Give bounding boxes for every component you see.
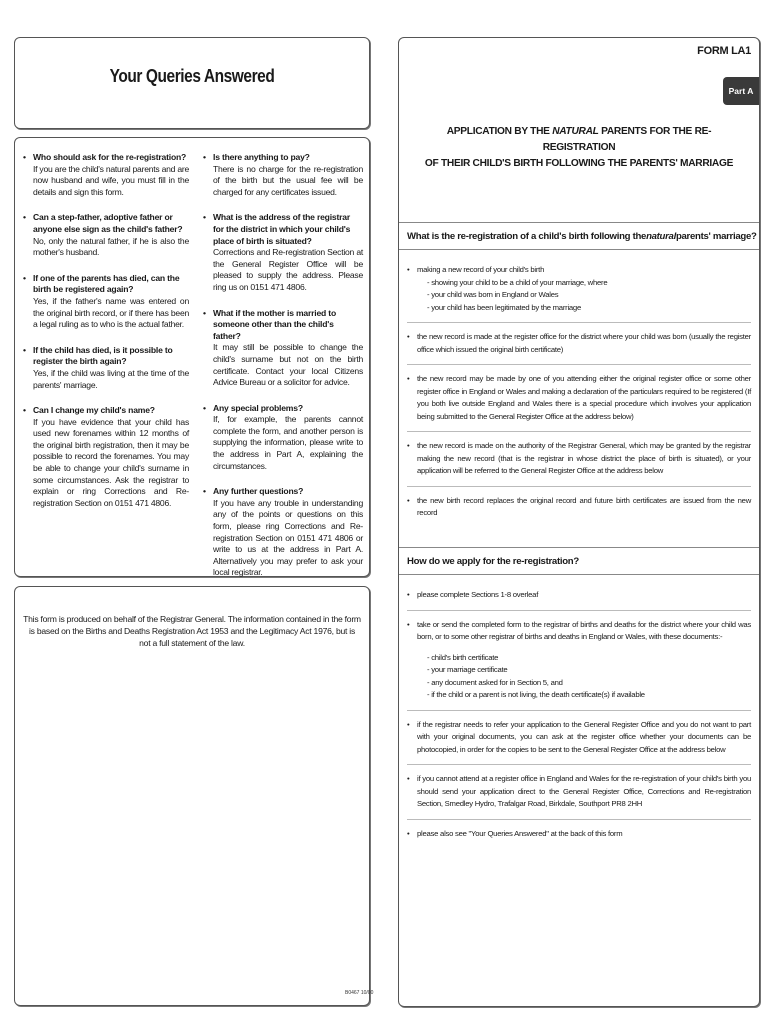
query-answer: If you are the child's natural parents and are now husband and wife, you must fill in the details and sign this form.: [33, 163, 189, 197]
list-item: • the new record is made on the authority of the Registrar General, which may be granted by the registrar making the new record (that is the registrar in whose district the place of birth is situated), or your application will be referred to the General Register Office at the address below: [407, 440, 751, 487]
list-item: • please also see "Your Queries Answered" at the back of this form: [407, 828, 751, 849]
list-item: [407, 619, 751, 711]
query-item: [23, 212, 189, 258]
query-question: • Can I change my child's name?: [23, 405, 189, 417]
list-item: • please complete Sections 1-8 overleaf: [407, 589, 751, 611]
documents-list: [417, 652, 751, 702]
query-question: • What is the address of the registrar for the district in which your child's place of birth is situated?: [203, 212, 363, 247]
footer-code: B0467 10/00: [345, 990, 374, 996]
query-answer: Corrections and Re-registration Section at the General Register Office will be pleased to supply the address. Please ring us on 0151 471 4806.: [213, 247, 363, 292]
list-subitem: - your marriage certificate: [427, 665, 508, 674]
application-title-part: APPLICATION BY THE: [446, 126, 553, 137]
query-item: [203, 212, 363, 293]
disclaimer-panel: [14, 586, 370, 1006]
query-item: [23, 405, 189, 509]
query-question: • Any special problems?: [203, 403, 363, 415]
query-question: • Can a step-father, adoptive father or anyone else sign as the child's father?: [23, 212, 189, 235]
list-subitem: - showing your child to be a child of your marriage, where: [427, 277, 608, 287]
title-panel: [14, 37, 370, 129]
query-item: [203, 486, 363, 579]
application-title: [419, 124, 739, 172]
query-item: [203, 308, 363, 389]
query-answer: It may still be possible to change the child's surname but not on the birth certificate. Contact your local Citizens Advice Bureau or a solicitor for advice.: [213, 342, 363, 388]
query-answer: If you have evidence that your child has used new forenames within 12 months of the original birth registration, then it may be possible to record the forenames. You may be able to change your child's surname in some circumstances. Ask the registrar to explain or ring Corrections and Re-registration Section on 0151 471 4806.: [33, 416, 189, 508]
queries-column-left: [23, 152, 189, 523]
application-title-natural: NATURAL: [552, 126, 599, 137]
queries-column-right: [203, 152, 363, 593]
query-item: [23, 152, 189, 198]
query-answer: Yes, if the child was living at the time of the parents' marriage.: [33, 367, 189, 390]
part-a-tab: Part A: [723, 77, 759, 105]
what-list: [407, 264, 751, 536]
section-heading-part: parents' marriage?: [675, 230, 757, 242]
query-item: [23, 345, 189, 391]
query-question: • If the child has died, is it possible to register the birth again?: [23, 345, 189, 368]
section-heading-what: [399, 222, 759, 250]
list-subitem: - if the child or a parent is not living, the death certificate(s) if available: [427, 690, 645, 699]
query-item: [23, 273, 189, 331]
list-subitem: - your child has been legitimated by the marriage: [427, 302, 581, 312]
query-question: • What if the mother is married to someone other than the child's father?: [203, 308, 363, 343]
list-item: • the new birth record replaces the original record and future birth certificates are issued from the new record: [407, 495, 751, 528]
list-item: [407, 264, 751, 323]
list-item-text: • take or send the completed form to the registrar of births and deaths for the district where your child was born, or to some other registrar of births and deaths in England or Wales, with these documents:-: [417, 619, 751, 641]
page-title: Your Queries Answered: [109, 66, 275, 86]
query-item: [203, 403, 363, 473]
query-question: • Is there anything to pay?: [203, 152, 363, 164]
application-title-line2: OF THEIR CHILD'S BIRTH FOLLOWING THE PARENTS' MARRIAGE: [424, 158, 734, 169]
list-item: • the new record may be made by one of you attending either the original register office or some other register office in England or Wales and making a declaration of the particulars required to be registered (If you both live outside England and Wales there is a special procedure which involves your application being submitted to the General Register Office at the address below): [407, 373, 751, 432]
section-heading-part: What is the re-registration of a child's birth following the: [407, 230, 647, 242]
list-item: • the new record is made at the register office for the district where your child was born (usually the register office which issued the original birth certificate): [407, 331, 751, 365]
query-answer: There is no charge for the re-registration of the birth but the usual fee will be charged for any certificates issued.: [213, 163, 363, 197]
list-item: • if the registrar needs to refer your application to the General Register Office and you do not want to part with your original documents, you can ask at the register office whether your documents can be photocopied, in order for the copies to be sent to the General Register Office at the address below: [407, 719, 751, 766]
list-subitem: - child's birth certificate: [427, 652, 499, 662]
legal-disclaimer: This form is produced on behalf of the Registrar General. The information contained in the form is based on the Births and Deaths Registration Act 1953 and the Legitimacy Act 1976, but is not a full statement of the law.: [23, 614, 361, 648]
how-list: [407, 589, 751, 856]
query-question: • If one of the parents has died, can the birth be registered again?: [23, 273, 189, 296]
query-answer: If you have any trouble in understanding any of the points or questions on this form, please ring Corrections and Re-registration Section on 0151 471 4806 or write to us at the address in Part A. Alternatively you may prefer to ask your local registrar.: [213, 497, 363, 578]
section-heading-how: How do we apply for the re-registration?: [399, 547, 759, 575]
list-item-text: • making a new record of your child's birth: [417, 265, 545, 274]
query-answer: No, only the natural father, if he is also the mother's husband.: [33, 235, 189, 258]
query-answer: Yes, if the father's name was entered on the original birth record, or if there has been a legal ruling as to who is the actual father.: [33, 295, 189, 330]
query-item: [203, 152, 363, 198]
application-title-part: PARENTS FOR THE RE-REGISTRATION: [542, 126, 712, 153]
part-a-panel: [398, 37, 760, 1007]
query-question: • Who should ask for the re-registration?: [23, 152, 189, 164]
query-question: • Any further questions?: [203, 486, 363, 498]
form-id: FORM LA1: [697, 45, 751, 57]
queries-panel: [14, 137, 370, 577]
section-heading-natural: natural: [646, 230, 676, 242]
list-item: • if you cannot attend at a register office in England and Wales for the re-registration of your child's birth you should send your application direct to the General Register Office, Corrections and Re-registration Section, Smedley Hydro, Trafalgar Road, Birkdale, Southport PR8 2HH: [407, 773, 751, 820]
query-answer: If, for example, the parents cannot complete the form, and another person is supplying the information, please write to the address in Part A, explaining the circumstances.: [213, 414, 363, 471]
list-subitem: - your child was born in England or Wales: [427, 290, 559, 299]
list-subitem: - any document asked for in Section 5, and: [427, 677, 563, 687]
